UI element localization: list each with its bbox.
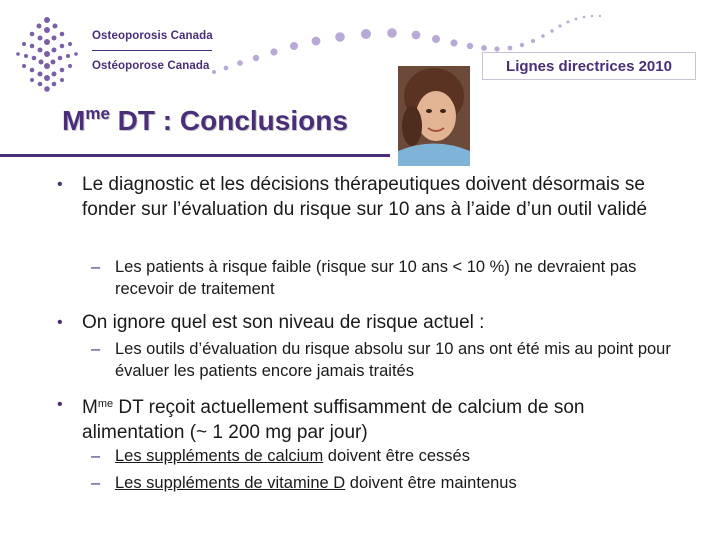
guideline-badge: [482, 52, 696, 80]
bullet-1-sub-1: [115, 256, 685, 300]
bullet-3-superscript: me: [97, 398, 114, 410]
vitamin-d-supplements-link[interactable]: Les suppléments de vitamine D: [115, 474, 346, 492]
bullet-2-sub-1-text: Les outils d’évaluation du risque absolu sur 10 ans ont été mis au point pour évaluer les patients encore jamais traités: [115, 340, 671, 380]
title-superscript: me: [85, 104, 110, 123]
org-name-english: Osteoporosis Canada: [92, 30, 213, 42]
bullet-3-sub-2: [115, 472, 685, 494]
calcium-supplements-link[interactable]: Les suppléments de calcium: [115, 447, 324, 465]
title-underline: [0, 154, 390, 157]
bullet-3-sub-2-text: doivent être maintenus: [345, 474, 517, 492]
org-name-french: Ostéoporose Canada: [92, 60, 210, 72]
bullet-1-sub-1-text: Les patients à risque faible (risque sur 10 ans < 10 %) ne devraient pas recevoir de traitement: [115, 258, 637, 298]
bullet-3: [82, 392, 682, 445]
bullet-3-text: DT reçoit actuellement suffisamment de calcium de son alimentation (~ 1 200 mg par jour): [82, 397, 585, 443]
guideline-label: Lignes directrices 2010: [506, 57, 672, 75]
bullet-3-prefix: M: [82, 397, 98, 418]
slide-title: [62, 104, 348, 137]
bullet-3-sub-1: [115, 445, 685, 467]
bullet-1-text: Le diagnostic et les décisions thérapeutiques doivent désormais se fonder sur l’évaluation du risque sur 10 ans à l’aide d’un outil validé: [82, 174, 648, 220]
bullet-2: [82, 310, 682, 335]
osteoporosis-canada-logo-icon: [12, 14, 82, 94]
title-prefix: M: [62, 105, 86, 136]
bullet-1: [82, 172, 682, 222]
bullet-2-sub-1: [115, 338, 685, 382]
title-rest: DT : Conclusions: [109, 105, 348, 136]
org-name-divider: [92, 50, 212, 51]
patient-photo: [398, 66, 470, 166]
bullet-2-text: On ignore quel est son niveau de risque actuel :: [82, 312, 485, 333]
bullet-3-sub-1-text: doivent être cessés: [323, 447, 470, 465]
